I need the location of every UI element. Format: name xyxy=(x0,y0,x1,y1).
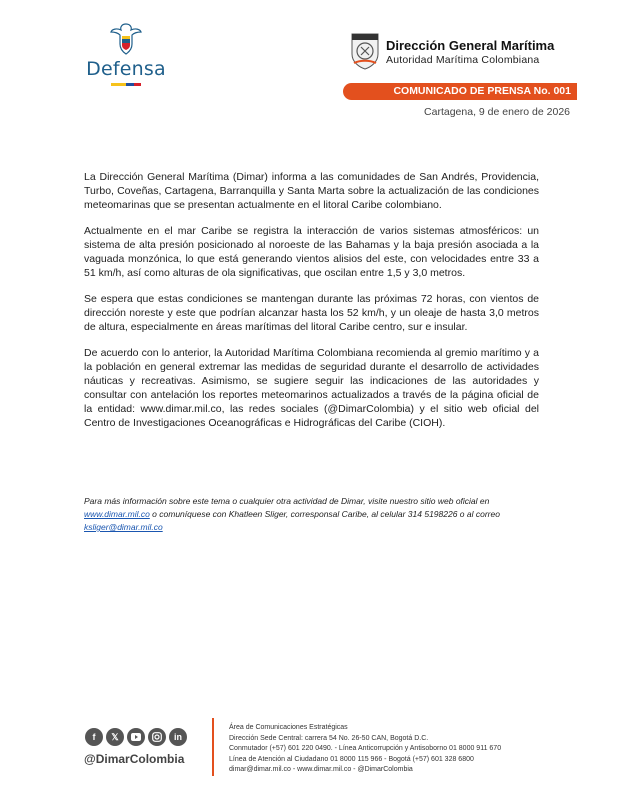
org-subtitle: Autoridad Marítima Colombiana xyxy=(386,54,540,66)
note-text: o comuníquese con Khatleen Sliger, corresponsal Caribe, al celular 314 5198226 o al correo xyxy=(149,509,500,519)
footer-divider xyxy=(212,718,214,776)
instagram-icon[interactable] xyxy=(148,728,166,746)
body-paragraph: Actualmente en el mar Caribe se registra la interacción de varios sistemas atmosféricos: un sistema de alta presión posicionado al noroeste de las Bahamas y la baja presión asociada a la vaguada monzónica, lo que está generando vientos alisios del este, con velocidades entre 33 a 51 km/h, así como alturas de ola significativas, que oscilan entre 1,5 y 3,0 metros. xyxy=(84,225,539,279)
press-release-banner: COMUNICADO DE PRENSA No. 001 xyxy=(343,83,577,100)
dimar-shield-icon xyxy=(350,32,380,70)
contact-line: Dirección Sede Central: carrera 54 No. 26-50 CAN, Bogotá D.C. xyxy=(229,734,429,742)
contact-line: dimar@dimar.mil.co - www.dimar.mil.co - @DimarColombia xyxy=(229,766,413,773)
body-paragraph: Se espera que estas condiciones se mantengan durante las próximas 72 horas, con vientos de dirección noreste y este que podrían alcanzar hasta los 52 km/h, y un oleaje de hasta 3,0 metros de altura, especialmente en áreas marítimas del litoral Caribe centro, sur e insular. xyxy=(84,293,539,333)
facebook-icon[interactable]: f xyxy=(85,728,103,746)
defensa-wordmark: Defensa xyxy=(86,58,166,80)
note-text: Para más información sobre este tema o cualquier otra actividad de Dimar, visite nuestro sitio web oficial en xyxy=(84,496,490,506)
social-icons xyxy=(85,728,187,746)
contact-info xyxy=(229,723,501,776)
body-paragraph: La Dirección General Marítima (Dimar) informa a las comunidades de San Andrés, Providencia, Turbo, Coveñas, Cartagena, Barranquilla y Santa Marta sobre la actualización de las condiciones meteomarinas que se presentan actualmente en el litoral Caribe colombiano. xyxy=(84,171,539,211)
contact-line: Línea de Atención al Ciudadano 01 8000 115 966 - Bogotá (+57) 601 328 6800 xyxy=(229,755,474,763)
coat-of-arms-icon xyxy=(109,22,143,56)
youtube-icon[interactable] xyxy=(127,728,145,746)
release-date: Cartagena, 9 de enero de 2026 xyxy=(424,106,570,118)
website-link[interactable]: www.dimar.mil.co xyxy=(84,509,150,519)
org-title: Dirección General Marítima xyxy=(386,38,555,53)
linkedin-icon[interactable]: in xyxy=(169,728,187,746)
social-handle: @DimarColombia xyxy=(84,752,185,766)
contact-note xyxy=(84,495,544,534)
colombia-flag-stripe xyxy=(111,83,141,86)
press-release-body xyxy=(84,170,539,442)
x-icon[interactable]: 𝕏 xyxy=(106,728,124,746)
body-paragraph: De acuerdo con lo anterior, la Autoridad Marítima Colombiana recomienda al gremio marítimo y a la población en general extremar las medidas de seguridad durante el desarrollo de actividades náuticas y recreativas. Asimismo, se sugiere seguir las indicaciones de las autoridades y consultar con antelación los reportes meteomarinos actualizados a través de la página oficial de la entidad: www.dimar.mil.co, las redes sociales (@DimarColombia) y el sitio web oficial del Centro de Investigaciones Oceanográficas e Hidrográficas del Caribe (CIOH). xyxy=(84,347,539,429)
contact-line: Área de Comunicaciones Estratégicas xyxy=(229,724,348,731)
contact-line: Conmutador (+57) 601 220 0490. - Línea Anticorrupción y Antisoborno 01 8000 911 670 xyxy=(229,745,502,752)
defensa-logo xyxy=(80,22,172,86)
email-link[interactable]: ksliger@dimar.mil.co xyxy=(84,522,163,532)
